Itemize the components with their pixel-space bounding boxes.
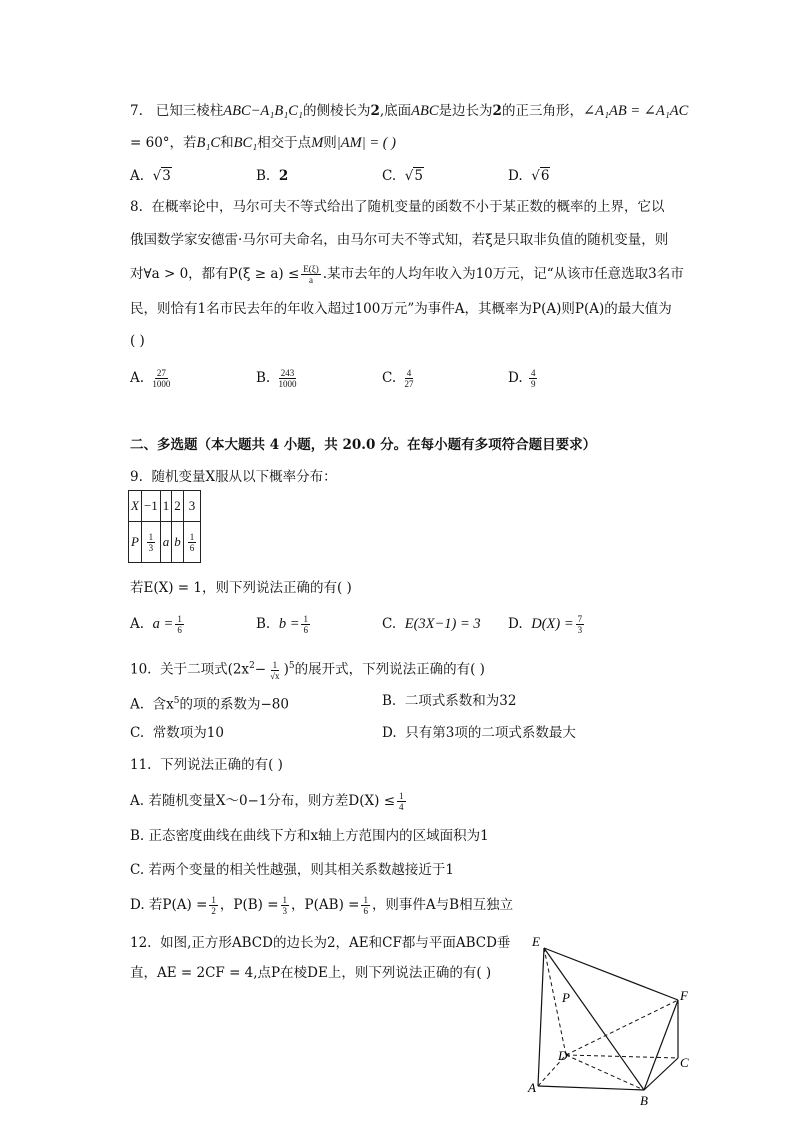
- table-row: P $\frac{1}{3}$ a b $\frac{1}{6}$: [129, 522, 201, 563]
- q8-number: 8.: [130, 199, 143, 215]
- q9-line1: 9. 随机变量X服从以下概率分布：: [130, 469, 337, 485]
- edge-BC: [644, 1058, 678, 1090]
- q8-option-b: B. $\frac{243}{1000}$: [256, 368, 297, 389]
- q7-option-a: A. √3: [130, 168, 171, 184]
- q7-option-d: D. √6: [508, 168, 550, 184]
- q8-line1: 8. 在概率论中，马尔可夫不等式给出了随机变量的函数不小于某正数的概率的上界，它以: [130, 199, 665, 215]
- q10-option-a: A. 含$x^5$的项的系数为−80: [130, 696, 289, 713]
- q11-option-b: B. 正态密度曲线在曲线下方和x轴上方范围内的区域面积为1: [130, 828, 489, 844]
- q8-line2: 俄国数学家安德雷·马尔可夫命名，由马尔可夫不等式知，若ξ是只取非负值的随机变量，则: [130, 232, 669, 248]
- label-B: B: [640, 1093, 648, 1108]
- q8-line5: ( ): [130, 333, 145, 349]
- q9-condition: 若E(X) = 1，则下列说法正确的有( ): [130, 580, 352, 596]
- q8-line3: 对∀a > 0，都有P(ξ ≥ a) ≤ $\frac{E(\xi)}{a}$ .某市去年的人均年收入为10万元，记“从该市任意选取3名市: [130, 264, 684, 285]
- label-E: E: [532, 934, 540, 949]
- table-row: X −1 1 2 3: [129, 491, 201, 522]
- edge-BF: [644, 1000, 678, 1090]
- label-C: C: [680, 1055, 689, 1070]
- q7-line2: = 60°，若B₁C和BC₁相交于点M则|AM| = ( ): [130, 135, 397, 151]
- probability-distribution-table: [128, 490, 201, 563]
- label-D: D: [558, 1048, 568, 1063]
- edge-AB: [538, 1086, 644, 1090]
- section-2-header: 二、多选题（本大题共 4 小题，共 20.0 分。在每小题有多项符合题目要求）: [130, 437, 597, 453]
- q10-line1: 10. 关于二项式($2x^2-$ $\frac{1}{√x}$ )$^5$的展开式，下列说法正确的有( ): [130, 659, 485, 681]
- q11-line1: 11. 下列说法正确的有( ): [130, 757, 283, 773]
- label-A: A: [528, 1080, 536, 1095]
- q12-line1: 12. 如图,正方形ABCD的边长为2，AE和CF都与平面ABCD垂: [130, 935, 511, 951]
- q8-line4: 民，则恰有1名市民去年的年收入超过100万元”为事件A，其概率为P(A)则P(A)的最大值为: [130, 301, 672, 317]
- q7-line1: 7. 已知三棱柱ABC−A₁B₁C₁的侧棱长为2,底面ABC是边长为2的正三角形，∠A₁AB = ∠A₁AC: [130, 103, 689, 119]
- q7-option-c: C. √5: [382, 168, 423, 184]
- q7-number: 7.: [130, 103, 143, 119]
- q8-option-a: A. $\frac{27}{1000}$: [130, 368, 171, 389]
- q11-option-d: D. 若P(A) = $\frac{1}{2}$ ，P(B) = $\frac{1}{3}$ ，P(AB) = $\frac{1}{6}$ ，则事件A与B相互独立: [130, 895, 514, 916]
- markov-fraction: $\frac{E(\xi)}{a}$: [303, 264, 319, 285]
- edge-DF: [566, 1000, 678, 1055]
- q9-option-a: A. a = $\frac{1}{6}$: [130, 614, 182, 635]
- q12-number: 12.: [130, 935, 152, 951]
- label-F: F: [680, 988, 688, 1003]
- q11-option-a: A. 若随机变量X～0−1分布，则方差D(X) ≤ $\frac{1}{4}$: [130, 791, 404, 812]
- q10-number: 10.: [130, 661, 152, 678]
- edge-AE: [538, 948, 544, 1086]
- label-P: P: [562, 990, 570, 1005]
- q9-option-b: B. b = $\frac{1}{6}$: [256, 614, 308, 635]
- q7-option-b: B. 2: [256, 168, 289, 184]
- q8-option-d: D. $\frac{4}{9}$: [508, 368, 536, 389]
- edge-DC: [566, 1055, 678, 1058]
- q10-option-b: B. 二项式系数和为32: [382, 693, 517, 709]
- q9-option-c: C. E(3X−1) = 3: [382, 616, 481, 632]
- geometry-figure: [522, 930, 702, 1110]
- q11-number: 11.: [130, 757, 152, 773]
- q9-option-d: D. D(X) = $\frac{7}{3}$: [508, 614, 583, 635]
- q11-option-c: C. 若两个变量的相关性越强，则其相关系数越接近于1: [130, 862, 455, 878]
- q10-option-d: D. 只有第3项的二项式系数最大: [382, 725, 576, 741]
- q12-line2: 直，AE = 2CF = 4,点P在棱DE上，则下列说法正确的有( ): [130, 965, 492, 981]
- q10-option-c: C. 常数项为10: [130, 725, 224, 741]
- q9-number: 9.: [130, 469, 143, 485]
- q8-option-c: C. $\frac{4}{27}$: [382, 368, 414, 389]
